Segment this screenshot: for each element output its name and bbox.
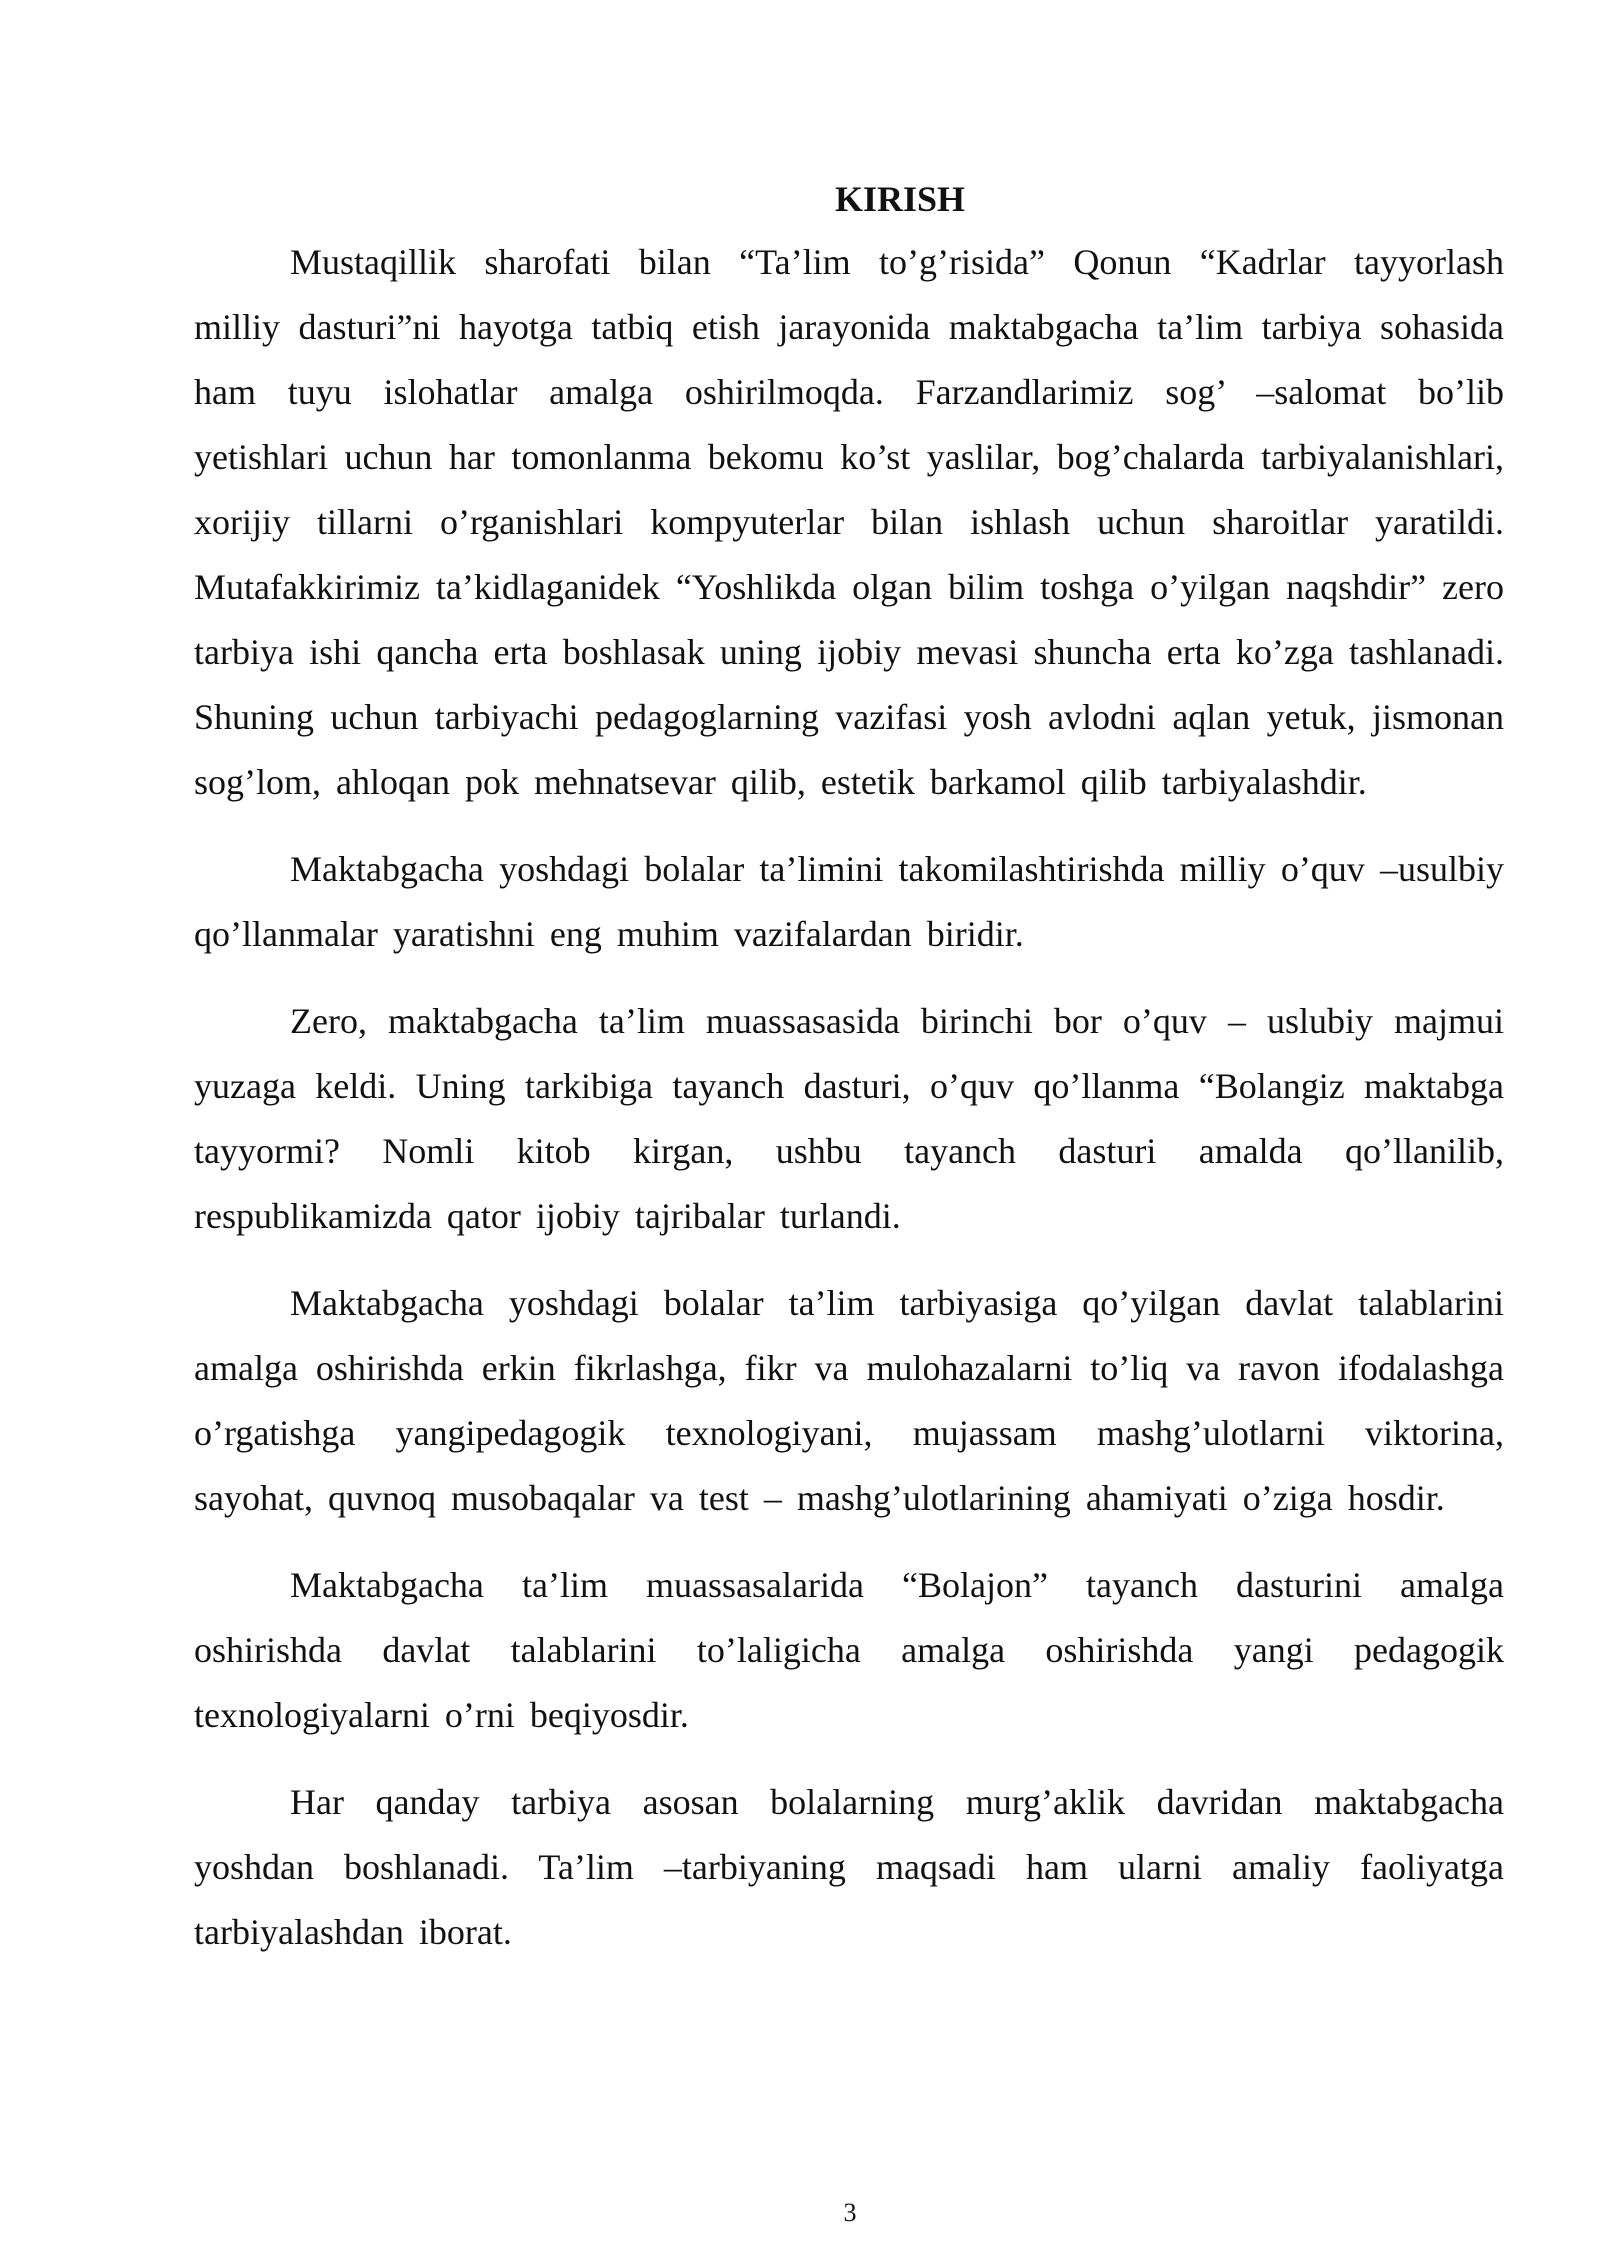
paragraph-1: Mustaqillik sharofati bilan “Ta’lim to’g’risida” Qonun “Kadrlar tayyorlash milliy dasturi”ni hayotga tatbiq etish jarayonida maktabgacha ta’lim tarbiya sohasida ham tuyu islohatlar amalga oshirilmoqda. Farzandlarimiz sog’ –salomat bo’lib yetishlari uchun har tomonlanma bekomu ko’st yaslilar, bog’chalarda tarbiyalanishlari, xorijiy tillarni o’rganishlari kompyuterlar bilan ishlash uchun sharoitlar yaratildi. Mutafakkirimiz ta’kidlaganidek “Yoshlikda olgan bilim toshga o’yilgan naqshdir” zero tarbiya ishi qancha erta boshlasak uning ijobiy mevasi shuncha erta ko’zga tashlanadi. Shuning uchun tarbiyachi pedagoglarning vazifasi yosh avlodni aqlan yetuk, jismonan sog’lom, ahloqan pok mehnatsevar qilib, estetik barkamol qilib tarbiyalashdir. — [194, 242, 1504, 802]
page-number: 3 — [843, 2198, 857, 2227]
paragraph-2: Maktabgacha yoshdagi bolalar ta’limini takomilashtirishda milliy o’quv –usulbiy qo’llanmalar yaratishni eng muhim vazifalardan biridir. — [194, 849, 1504, 954]
paragraph-4: Maktabgacha yoshdagi bolalar ta’lim tarbiyasiga qo’yilgan davlat talablarini amalga oshirishda erkin fikrlashga, fikr va mulohazalarni to’liq va ravon ifodalashga o’rgatishga yangipedagogik texnologiyani, mujassam mashg’ulotlarni viktorina, sayohat, quvnoq musobaqalar va test – mashg’ulotlarining ahamiyati o’ziga hosdir. — [194, 1283, 1504, 1518]
body-text — [194, 230, 1504, 1987]
page-title: KIRISH — [834, 179, 966, 219]
paragraph-3: Zero, maktabgacha ta’lim muassasasida birinchi bor o’quv – uslubiy majmui yuzaga keldi. Uning tarkibiga tayanch dasturi, o’quv qo’llanma “Bolangiz maktabga tayyormi? Nomli kitob kirgan, ushbu tayanch dasturi amalda qo’llanilib, respublikamizda qator ijobiy tajribalar turlandi. — [194, 1001, 1504, 1236]
paragraph-6: Har qanday tarbiya asosan bolalarning murg’aklik davridan maktabgacha yoshdan boshlanadi. Ta’lim –tarbiyaning maqsadi ham ularni amaliy faoliyatga tarbiyalashdan iborat. — [194, 1782, 1504, 1952]
paragraph-5: Maktabgacha ta’lim muassasalarida “Bolajon” tayanch dasturini amalga oshirishda davlat talablarini to’laligicha amalga oshirishda yangi pedagogik texnologiyalarni o’rni beqiyosdir. — [194, 1565, 1504, 1735]
